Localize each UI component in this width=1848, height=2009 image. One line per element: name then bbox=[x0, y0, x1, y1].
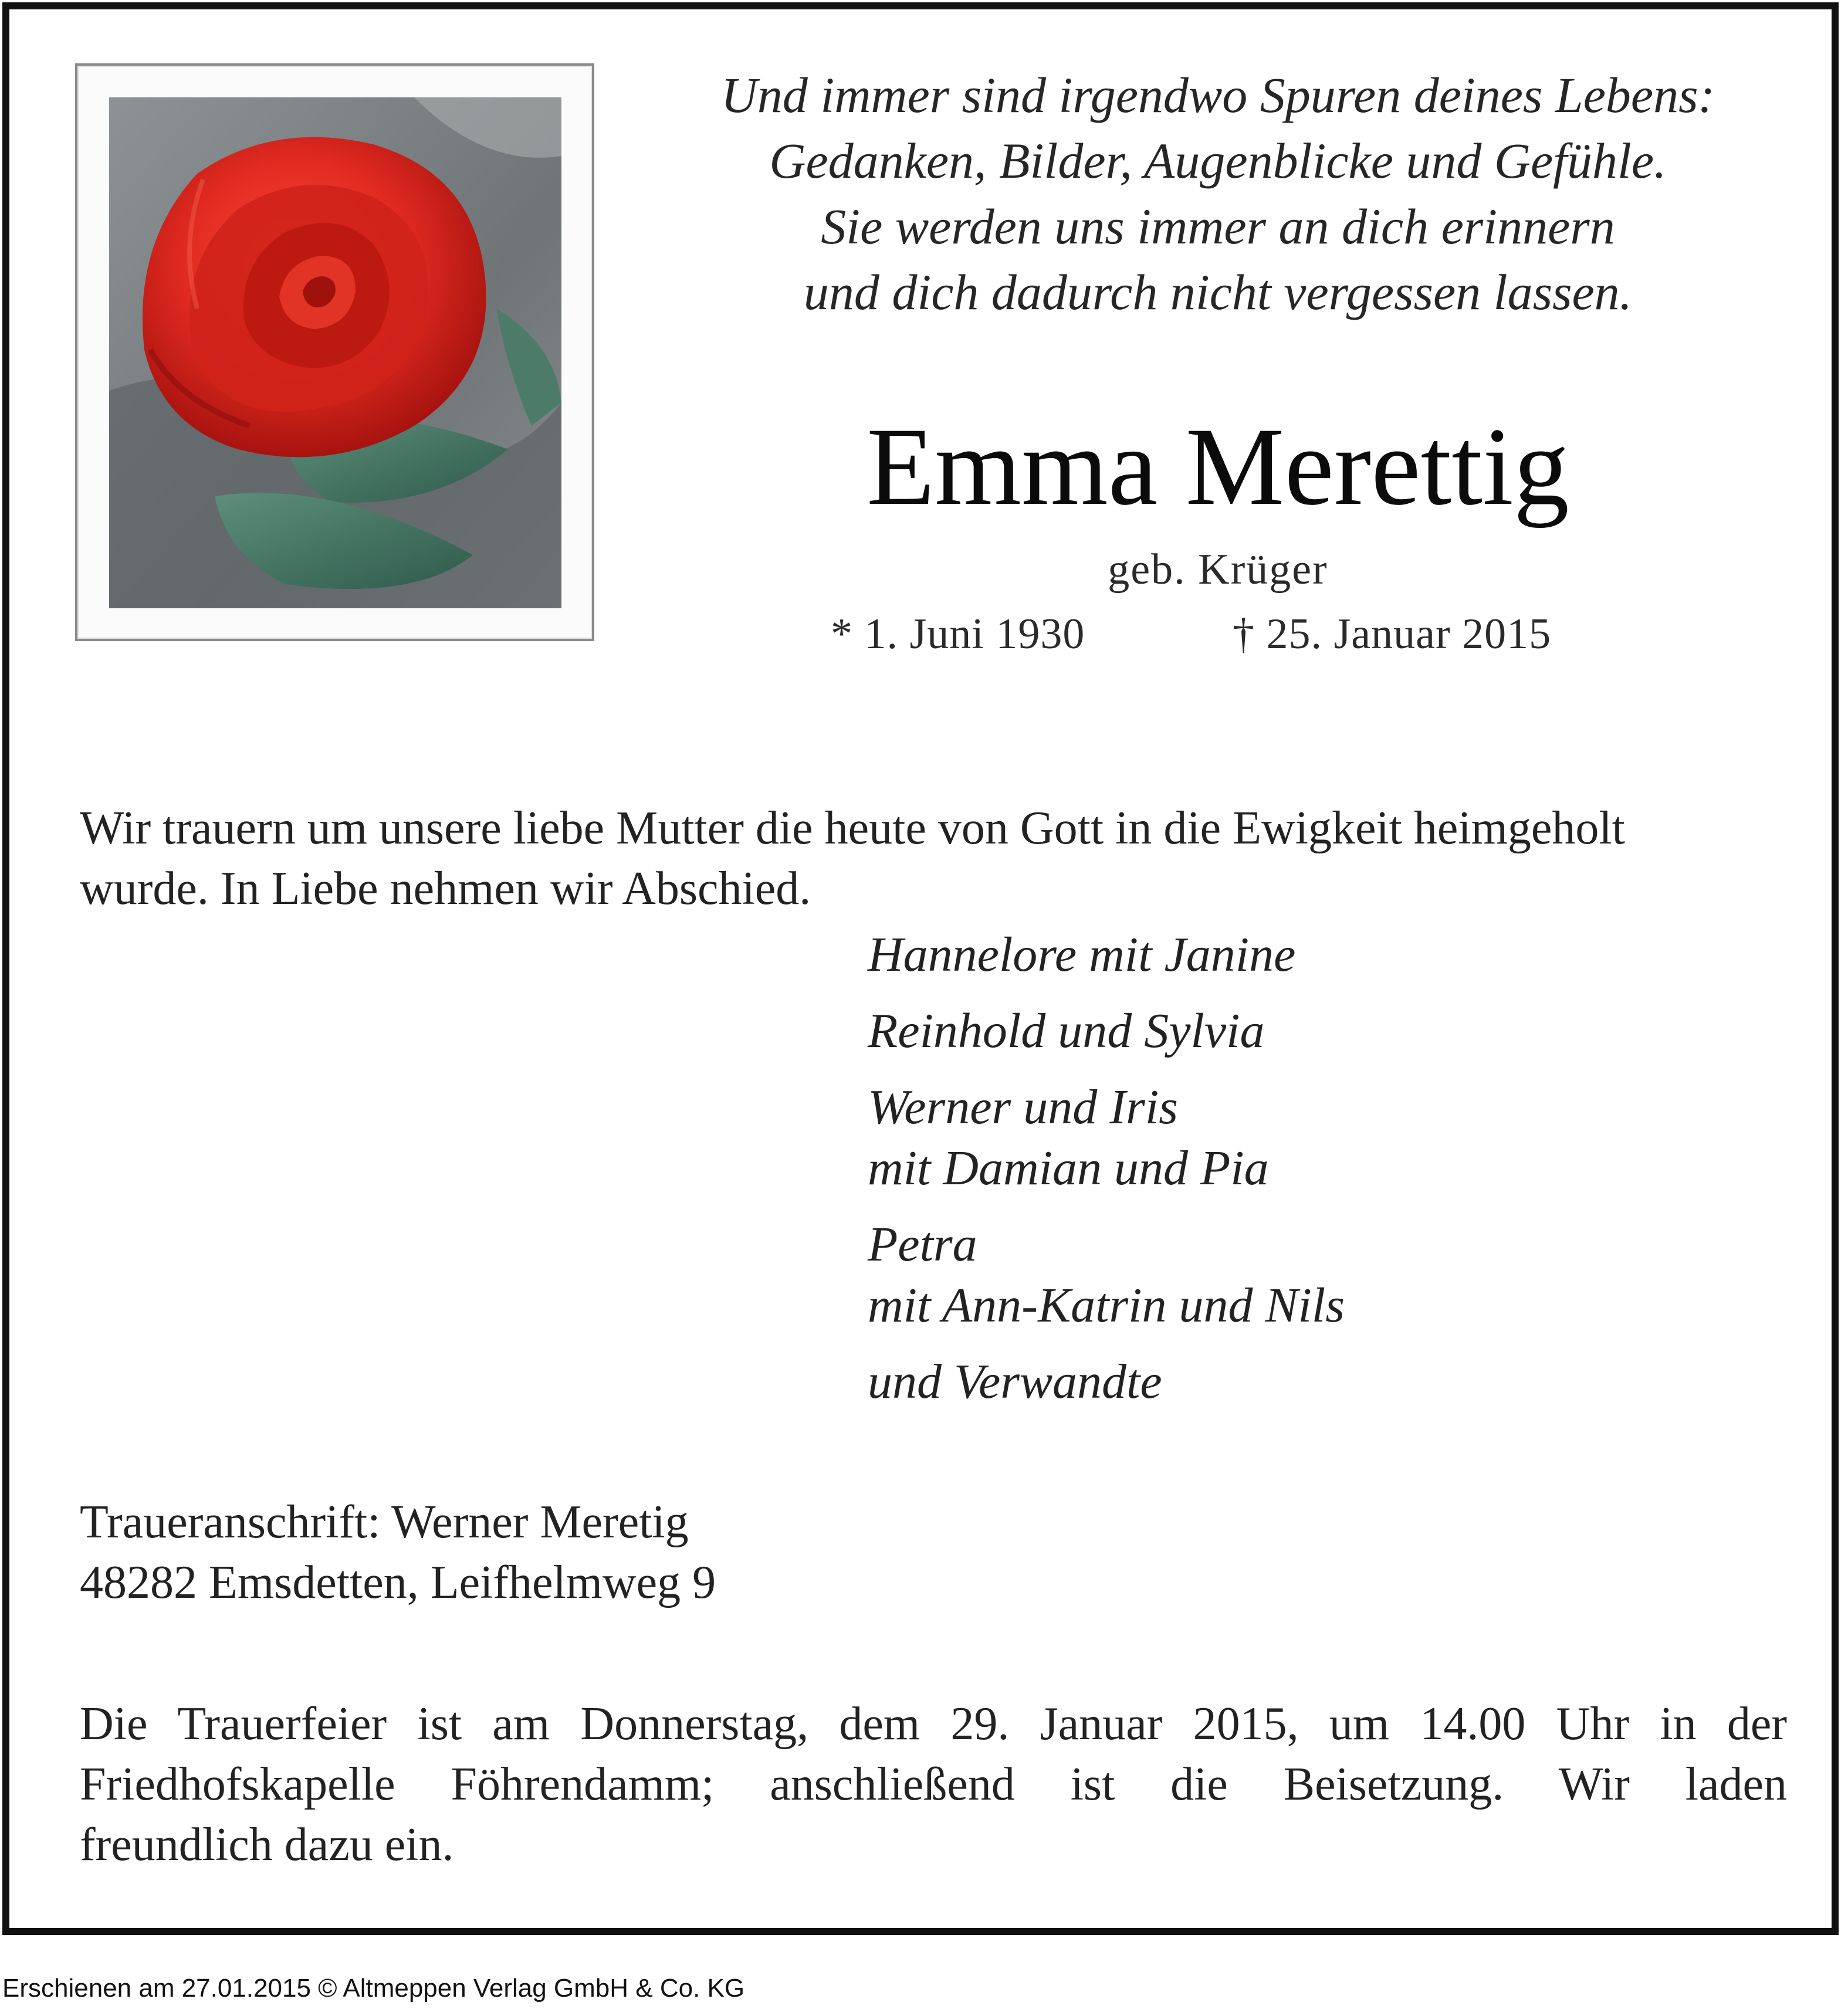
service-line: Friedhofskapelle Föhrendamm; anschließend ist die Beisetzung. Wir laden bbox=[80, 1759, 1787, 1810]
mourning-text bbox=[80, 798, 1787, 919]
quote-line: Und immer sind irgendwo Spuren deines Lebens: bbox=[720, 67, 1715, 123]
mourner-line: und Verwandte bbox=[868, 1354, 1162, 1409]
mourner-group bbox=[868, 1077, 1345, 1199]
birth-date: * 1. Juni 1930 bbox=[831, 610, 1085, 658]
mourners-list bbox=[868, 924, 1345, 1428]
mourner-line: mit Ann-Katrin und Nils bbox=[868, 1278, 1345, 1333]
mourning-address bbox=[80, 1492, 716, 1613]
quote-line: Sie werden uns immer an dich erinnern bbox=[821, 198, 1615, 255]
publication-credit: Erschienen am 27.01.2015 © Altmeppen Verlag GmbH & Co. KG bbox=[2, 1974, 745, 2003]
mourner-line: Petra bbox=[868, 1217, 977, 1272]
quote-line: und dich dadurch nicht vergessen lassen. bbox=[803, 264, 1633, 320]
mourning-line: Wir trauern um unsere liebe Mutter die heute von Gott in die Ewigkeit heimgeholt bbox=[80, 802, 1625, 854]
maiden-name: geb. Krüger bbox=[1108, 546, 1328, 594]
photo-frame bbox=[75, 63, 594, 641]
death-date: † 25. Januar 2015 bbox=[1233, 610, 1552, 658]
mourner-group bbox=[868, 1214, 1345, 1336]
mourner-line: Werner und Iris bbox=[868, 1080, 1178, 1134]
mourner-line: Reinhold und Sylvia bbox=[868, 1004, 1265, 1058]
mourner-line: mit Damian und Pia bbox=[868, 1141, 1269, 1195]
red-rose-icon bbox=[109, 97, 561, 608]
service-line: Die Trauerfeier ist am Donnerstag, dem 29. Januar 2015, um 14.00 Uhr in der bbox=[80, 1698, 1787, 1750]
service-line: freundlich dazu ein. bbox=[80, 1819, 454, 1871]
address-line: 48282 Emsdetten, Leifhelmweg 9 bbox=[80, 1557, 716, 1608]
mourner-group bbox=[868, 924, 1345, 985]
mourner-group bbox=[868, 1351, 1345, 1412]
address-line: Traueranschrift: Werner Meretig bbox=[80, 1496, 689, 1548]
mourner-line: Hannelore mit Janine bbox=[868, 927, 1296, 982]
funeral-service-text bbox=[80, 1694, 1787, 1875]
mourning-line: wurde. In Liebe nehmen wir Abschied. bbox=[80, 863, 811, 914]
memorial-quote bbox=[625, 62, 1810, 325]
deceased-name: Emma Merettig bbox=[867, 405, 1569, 528]
quote-line: Gedanken, Bilder, Augenblicke und Gefühle. bbox=[769, 133, 1667, 189]
mourner-group bbox=[868, 1001, 1345, 1062]
rose-illustration bbox=[109, 97, 561, 608]
obituary-frame bbox=[2, 2, 1839, 1935]
